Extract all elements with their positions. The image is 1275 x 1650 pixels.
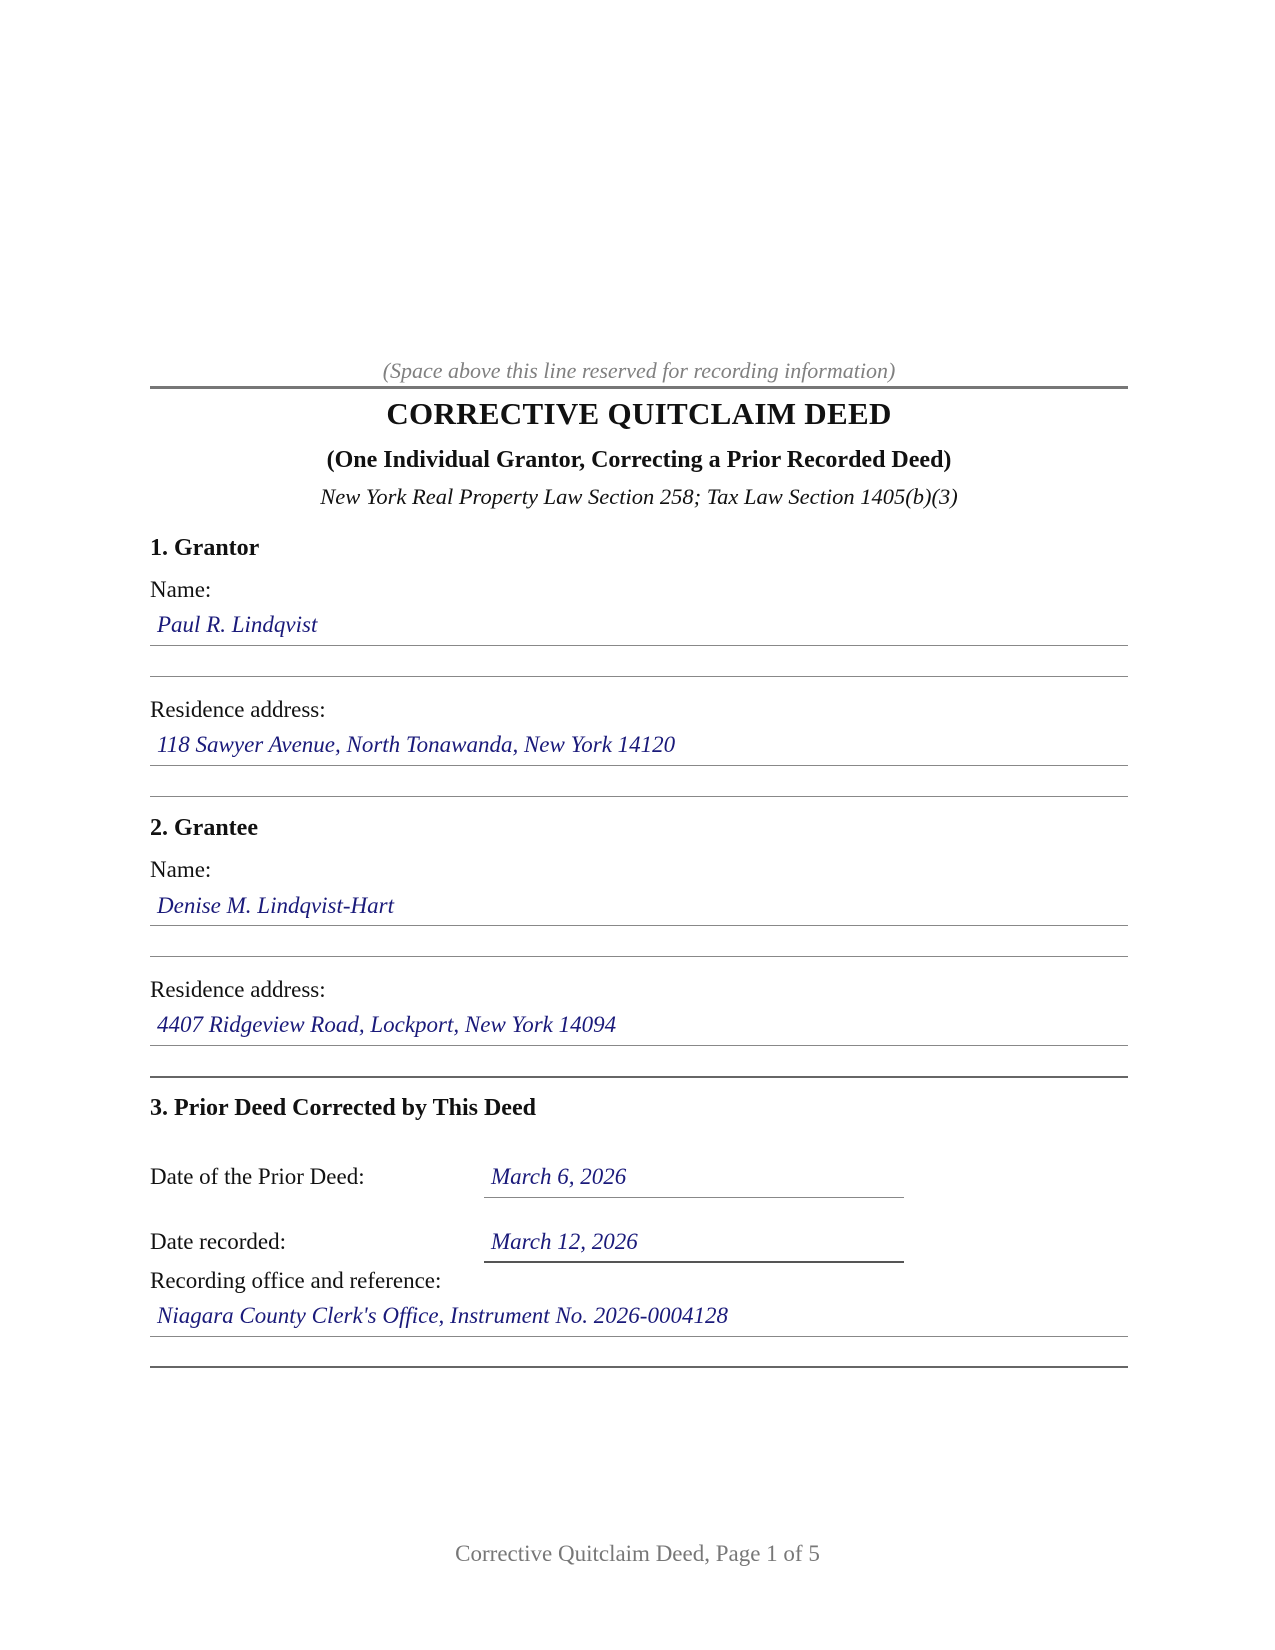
prior-deed-date-line xyxy=(484,1197,904,1198)
prior-deed-date-value: March 6, 2026 xyxy=(491,1164,627,1189)
grantor-name-label: Name: xyxy=(150,577,212,602)
grantee-name-line xyxy=(150,925,1128,926)
page-footer: Corrective Quitclaim Deed, Page 1 of 5 xyxy=(455,1541,820,1566)
recording-office-value: Niagara County Clerk's Office, Instrument No. 2026-0004128 xyxy=(157,1303,728,1328)
recording-office-line xyxy=(150,1336,1128,1337)
grantee-address-line xyxy=(150,1045,1128,1046)
document-title: CORRECTIVE QUITCLAIM DEED xyxy=(386,396,892,431)
recording-office-extra-line xyxy=(150,1366,1128,1368)
date-recorded-label: Date recorded: xyxy=(150,1229,287,1254)
recording-space-note: (Space above this line reserved for recording information) xyxy=(382,358,896,383)
statute-reference: New York Real Property Law Section 258; Tax Law Section 1405(b)(3) xyxy=(320,484,958,509)
grantor-name-value: Paul R. Lindqvist xyxy=(157,612,318,637)
grantor-address-line xyxy=(150,765,1128,766)
grantor-name-extra-line xyxy=(150,676,1128,677)
grantee-name-extra-line xyxy=(150,956,1128,957)
date-recorded-line xyxy=(484,1261,904,1263)
grantor-address-label: Residence address: xyxy=(150,697,326,722)
grantee-address-label: Residence address: xyxy=(150,977,326,1002)
document-subtitle: (One Individual Grantor, Correcting a Prior Recorded Deed) xyxy=(326,447,952,473)
grantor-address-extra-line xyxy=(150,796,1128,797)
date-recorded-value: March 12, 2026 xyxy=(491,1229,638,1254)
section-divider xyxy=(150,1076,1128,1078)
prior-deed-date-label: Date of the Prior Deed: xyxy=(150,1164,365,1189)
grantor-heading: 1. Grantor xyxy=(150,535,260,561)
grantee-address-value: 4407 Ridgeview Road, Lockport, New York 14094 xyxy=(157,1012,617,1037)
grantee-heading: 2. Grantee xyxy=(150,815,258,841)
prior-deed-heading: 3. Prior Deed Corrected by This Deed xyxy=(150,1095,536,1121)
recording-office-label: Recording office and reference: xyxy=(150,1268,442,1293)
grantee-name-label: Name: xyxy=(150,857,212,882)
grantor-address-value: 118 Sawyer Avenue, North Tonawanda, New York 14120 xyxy=(157,732,676,757)
grantee-name-value: Denise M. Lindqvist-Hart xyxy=(157,893,395,918)
grantor-name-line xyxy=(150,645,1128,646)
recording-space-divider xyxy=(150,386,1128,389)
